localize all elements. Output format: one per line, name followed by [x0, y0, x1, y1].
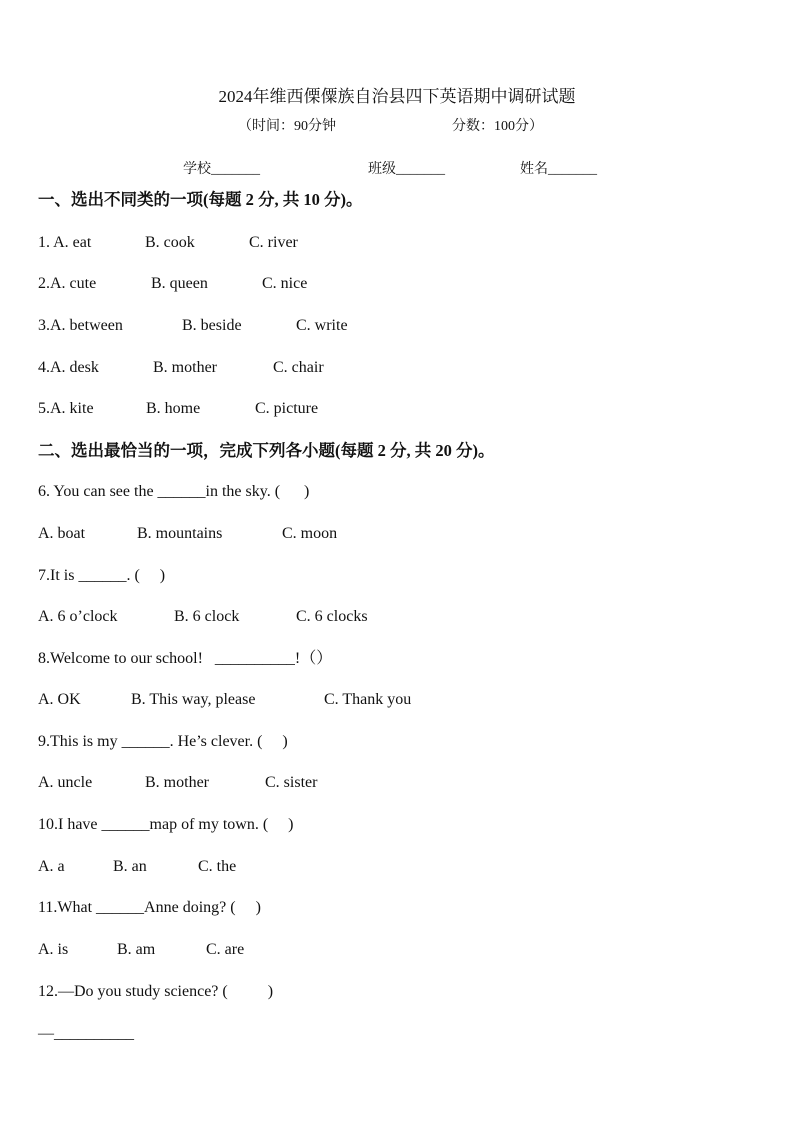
question-11-option-a: A. is	[38, 941, 69, 958]
question-10-option-b: B. an	[113, 858, 147, 875]
question-3-option-b: B. beside	[182, 317, 242, 334]
question-4-option-a: 4.A. desk	[38, 359, 99, 376]
question-4-option-c: C. chair	[273, 359, 324, 376]
name-field: 姓名_______	[520, 162, 597, 177]
question-4-option-b: B. mother	[153, 359, 217, 376]
question-12-stem: 12.—Do you study science? ( )	[38, 983, 274, 1000]
question-3-option-a: 3.A. between	[38, 317, 123, 334]
question-7-option-c: C. 6 clocks	[296, 608, 368, 625]
question-7-option-a: A. 6 o’clock	[38, 608, 118, 625]
question-8-option-c: C. Thank you	[324, 691, 412, 708]
question-10-stem: 10.I have ______map of my town. ( )	[38, 816, 294, 833]
section-heading: 一、选出不同类的一项(每题 2 分, 共 10 分)。	[38, 190, 363, 209]
question-1-option-b: B. cook	[145, 234, 195, 251]
question-9-option-c: C. sister	[265, 774, 318, 791]
question-6-stem: 6. You can see the ______in the sky. ( )	[38, 483, 310, 500]
question-1-option-c: C. river	[249, 234, 298, 251]
question-8-option-b: B. This way, please	[131, 691, 256, 708]
question-7-stem: 7.It is ______. ( )	[38, 567, 166, 584]
question-2-option-b: B. queen	[151, 275, 208, 292]
question-6-option-b: B. mountains	[137, 525, 223, 542]
section-heading: 二、选出最恰当的一项，完成下列各小题(每题 2 分, 共 20 分)。	[38, 441, 495, 460]
question-10-option-c: C. the	[198, 858, 237, 875]
question-1-option-a: 1. A. eat	[38, 234, 92, 251]
answer-line: —__________	[38, 1025, 134, 1042]
question-6-option-a: A. boat	[38, 525, 86, 542]
question-11-option-b: B. am	[117, 941, 156, 958]
exam-time: （时间：90分钟	[238, 119, 336, 134]
question-6-option-c: C. moon	[282, 525, 338, 542]
question-9-stem: 9.This is my ______. He’s clever. ( )	[38, 733, 288, 750]
question-2-option-a: 2.A. cute	[38, 275, 97, 292]
class-field: 班级_______	[368, 162, 445, 177]
question-5-option-b: B. home	[146, 400, 201, 417]
page-title: 2024年维西傈僳族自治县四下英语期中调研试题	[218, 87, 576, 106]
question-5-option-a: 5.A. kite	[38, 400, 94, 417]
question-9-option-a: A. uncle	[38, 774, 93, 791]
exam-score: 分数：100分）	[452, 119, 543, 134]
question-2-option-c: C. nice	[262, 275, 308, 292]
question-3-option-c: C. write	[296, 317, 348, 334]
question-10-option-a: A. a	[38, 858, 65, 875]
question-7-option-b: B. 6 clock	[174, 608, 240, 625]
school-field: 学校_______	[183, 162, 260, 177]
question-11-stem: 11.What ______Anne doing? ( )	[38, 899, 261, 916]
question-8-stem: 8.Welcome to our school! __________!（）	[38, 650, 333, 667]
question-11-option-c: C. are	[206, 941, 245, 958]
question-8-option-a: A. OK	[38, 691, 81, 708]
question-5-option-c: C. picture	[255, 400, 319, 417]
question-9-option-b: B. mother	[145, 774, 209, 791]
